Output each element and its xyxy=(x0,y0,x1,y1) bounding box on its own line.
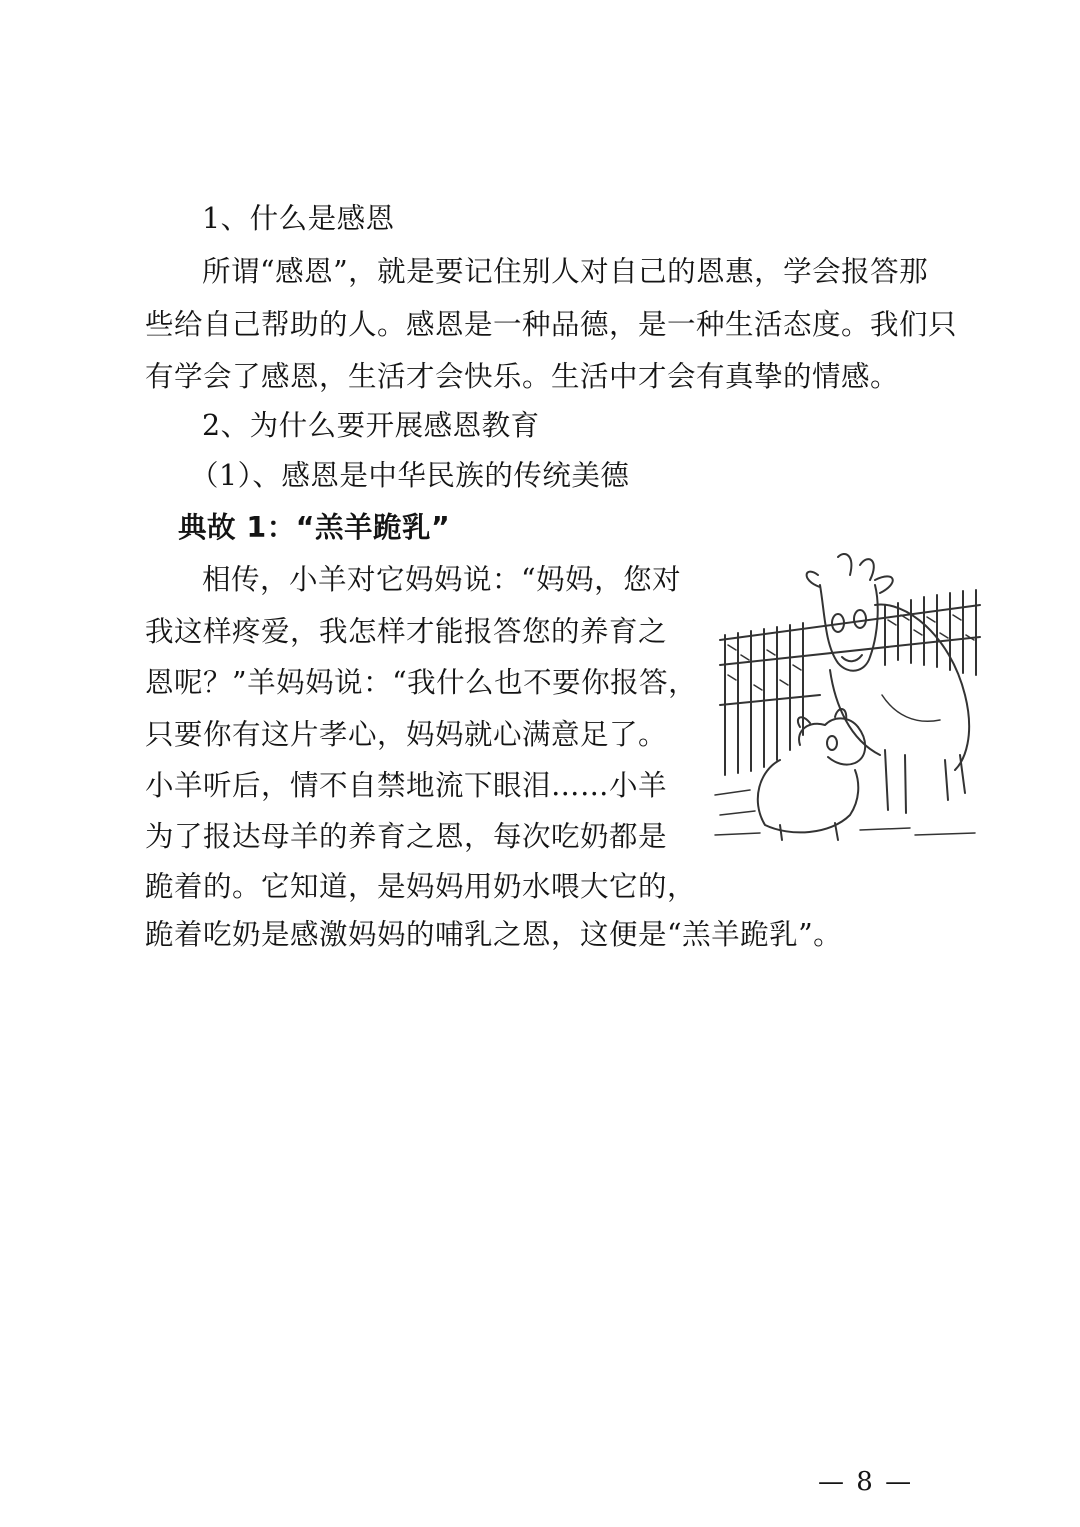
story-line: 为了报达母羊的养育之恩，每次吃奶都是 xyxy=(145,820,668,853)
paragraph-line: 有学会了感恩，生活才会快乐。生活中才会有真挚的情感。 xyxy=(145,360,900,393)
story-line: 跪着吃奶是感激妈妈的哺乳之恩，这便是“羔羊跪乳”。 xyxy=(145,918,843,951)
story-title: 典故 1：“羔羊跪乳” xyxy=(178,511,451,544)
section-heading-what-is-gratitude: 1、什么是感恩 xyxy=(202,202,395,235)
story-line: 小羊听后，情不自禁地流下眼泪……小羊 xyxy=(145,769,668,802)
goat-and-kid-illustration xyxy=(710,545,985,845)
story-line: 恩呢？”羊妈妈说：“我什么也不要你报答， xyxy=(145,666,698,699)
story-line: 我这样疼爱，我怎样才能报答您的养育之 xyxy=(145,615,668,648)
story-line: 跪着的。它知道，是妈妈用奶水喂大它的， xyxy=(145,870,697,903)
story-line: 相传，小羊对它妈妈说：“妈妈，您对 xyxy=(202,563,682,596)
paragraph-line: 些给自己帮助的人。感恩是一种品德，是一种生活态度。我们只 xyxy=(145,308,958,341)
page-number: — 8 — xyxy=(818,1467,914,1497)
section-heading-why-gratitude-education: 2、为什么要开展感恩教育 xyxy=(202,409,540,442)
story-line: 只要你有这片孝心，妈妈就心满意足了。 xyxy=(145,718,668,751)
subsection-heading: （1）、感恩是中华民族的传统美德 xyxy=(190,459,630,492)
paragraph-line: 所谓“感恩”，就是要记住别人对自己的恩惠，学会报答那 xyxy=(202,255,929,288)
